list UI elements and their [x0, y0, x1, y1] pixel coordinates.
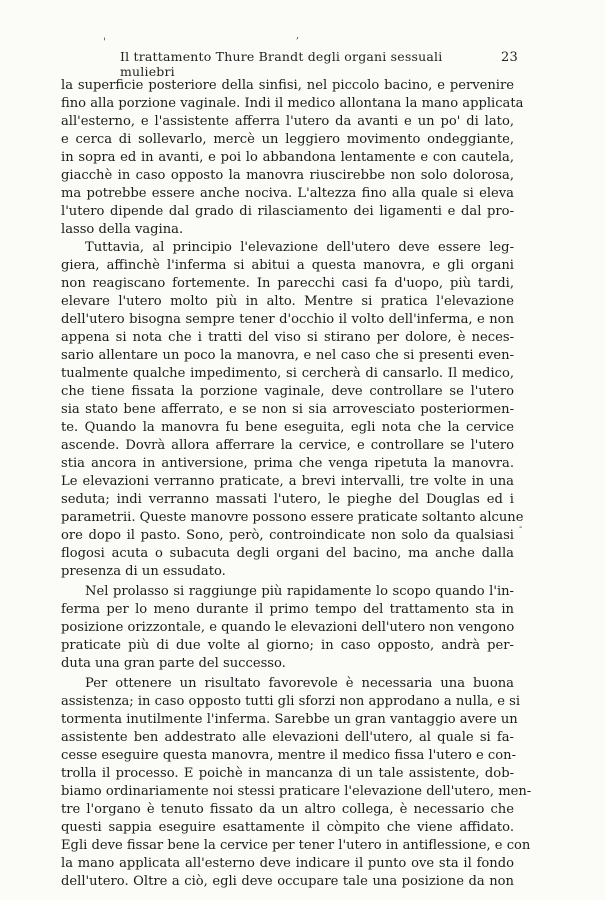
text-line: in sopra ed in avanti, e poi lo abbandona lentamente e con cautela,: [61, 150, 514, 165]
text-line: stia ancora in antiversione, prima che venga ripetuta la manovra.: [61, 456, 514, 471]
text-line: assistente ben addestrato alle elevazioni dell'utero, al quale si fa-: [61, 730, 514, 745]
text-line: praticate più di due volte al giorno; in caso opposto, andrà per-: [61, 638, 514, 653]
text-line: ascende. Dovrà allora afferrare la cervice, e controllare se l'utero: [61, 438, 514, 453]
text-line: cesse eseguire questa manovra, mentre il medico fissa l'utero e con-: [61, 748, 517, 763]
text-line: parametrii. Queste manovre possono essere praticate soltanto alcune: [61, 510, 524, 525]
text-line: l'utero dipende dal grado di rilasciamento dei ligamenti e dal pro-: [61, 204, 514, 219]
text-line: appena si nota che i tratti del viso si stirano per dolore, è neces-: [61, 330, 514, 345]
text-line: tormenta inutilmente l'inferma. Sarebbe un gran vantaggio avere un: [61, 712, 518, 727]
text-line: te. Quando la manovra fu bene eseguita, egli nota che la cervice: [61, 420, 514, 435]
text-line: non reagiscano fortemente. In parecchi casi fa d'uopo, più tardi,: [61, 276, 514, 291]
running-header: [120, 49, 518, 79]
scan-speck: ,: [296, 30, 300, 41]
text-line: Tuttavia, al principio l'elevazione dell'utero deve essere leg-: [85, 240, 514, 255]
text-line: questi sappia eseguire esattamente il còmpito che viene affidato.: [61, 820, 514, 835]
text-line: e cerca di sollevarlo, mercè un leggiero movimento ondeggiante,: [61, 132, 514, 147]
text-line: lasso della vagina.: [61, 222, 184, 237]
text-line: Per ottenere un risultato favorevole è necessaria una buona: [85, 676, 514, 691]
text-line: la superficie posteriore della sinfisi, nel piccolo bacino, e pervenire: [61, 78, 514, 93]
text-line: ore dopo il pasto. Sono, però, controindicate non solo da qualsiasi: [61, 528, 514, 543]
running-title: Il trattamento Thure Brandt degli organi sessuali muliebri: [120, 49, 443, 79]
text-line: fino alla porzione vaginale. Indi il medico allontana la mano applicata: [61, 96, 524, 111]
page-number: 23: [501, 50, 518, 65]
text-line: dell'utero. Oltre a ciò, egli deve occupare tale una posizione da non: [61, 874, 514, 889]
text-line: ma potrebbe essere anche nociva. L'altezza fino alla quale si eleva: [61, 186, 514, 201]
text-line: all'esterno, e l'assistente afferra l'utero da avanti e un po' di lato,: [61, 114, 514, 129]
text-line: presenza di un essudato.: [61, 564, 226, 579]
text-line: ferma per lo meno durante il primo tempo del trattamento sta in: [61, 602, 514, 617]
text-line: Le elevazioni verranno praticate, a brevi intervalli, tre volte in una: [61, 474, 514, 489]
text-line: dell'utero bisogna sempre tener d'occhio il volto dell'inferma, e non: [61, 312, 514, 327]
text-line: la mano applicata all'esterno deve indicare il punto ove sta il fondo: [61, 856, 514, 871]
text-line: elevare l'utero molto più in alto. Mentre si pratica l'elevazione: [61, 294, 514, 309]
text-line: sario allentare un poco la manovra, e nel caso che si presenti even-: [61, 348, 514, 363]
text-line: Egli deve fissar bene la cervice per tener l'utero in antiflessione, e con: [61, 838, 531, 853]
text-line: duta una gran parte del successo.: [61, 656, 286, 671]
text-line: giera, affinchè l'inferma si abitui a questa manovra, e gli organi: [61, 258, 514, 273]
text-line: flogosi acuta o subacuta degli organi del bacino, ma anche dalla: [61, 546, 514, 561]
text-line: assistenza; in caso opposto tutti gli sforzi non approdano a nulla, e si: [61, 694, 521, 709]
text-line: seduta; indi verranno massati l'utero, le pieghe del Douglas ed i: [61, 492, 514, 507]
text-line: tualmente qualche impedimento, si cercherà di cansarlo. Il medico,: [61, 366, 514, 381]
scan-speck: -: [519, 522, 523, 533]
text-line: sia stato bene afferrato, e se non si sia arrovesciato posteriormen-: [61, 402, 514, 417]
text-line: Nel prolasso si raggiunge più rapidamente lo scopo quando l'in-: [85, 584, 514, 599]
text-line: che tiene fissata la porzione vaginale, deve controllare se l'utero: [61, 384, 514, 399]
text-line: tre l'organo è tenuto fissato da un altro collega, è necessario che: [61, 802, 514, 817]
scan-speck: ': [103, 37, 106, 48]
text-line: biamo ordinariamente noi stessi praticare l'elevazione dell'utero, men-: [61, 784, 532, 799]
text-line: posizione orizzontale, e quando le elevazioni dell'utero non vengono: [61, 620, 515, 635]
text-line: trolla il processo. E poichè in mancanza di un tale assistente, dob-: [61, 766, 514, 781]
text-line: giacchè in caso opposto la manovra riuscirebbe non solo dolorosa,: [61, 168, 514, 183]
